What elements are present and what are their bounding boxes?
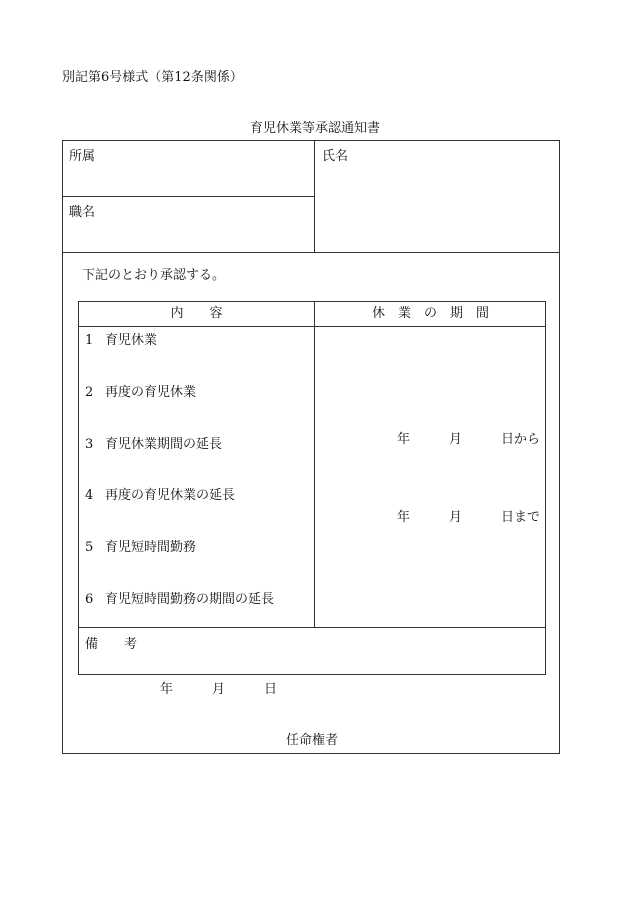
affiliation-label: 所属 <box>69 149 96 164</box>
column-header-period: 休 業 の 期 間 <box>371 306 489 321</box>
approval-statement: 下記のとおり承認する。 <box>82 268 226 283</box>
table-header-line <box>78 326 546 327</box>
period-to-year: 年 <box>397 510 411 525</box>
item-number: 3 <box>85 437 94 452</box>
name-label: 氏名 <box>322 149 349 164</box>
date-month: 月 <box>212 682 226 697</box>
appointing-authority: 任命権者 <box>286 733 339 748</box>
remarks-top-line <box>78 627 546 628</box>
period-from-month: 月 <box>449 432 463 447</box>
column-header-content: 内 容 <box>170 306 223 321</box>
item-number: 5 <box>85 540 94 555</box>
table-column-divider <box>314 301 315 628</box>
page-title: 育児休業等承認通知書 <box>249 121 380 136</box>
period-from-year: 年 <box>397 432 411 447</box>
item-number: 2 <box>85 385 94 400</box>
item-text: 育児休業期間の延長 <box>105 437 223 452</box>
period-to-month: 月 <box>449 510 463 525</box>
item-text: 育児休業 <box>105 333 158 348</box>
date-day: 日 <box>264 682 278 697</box>
period-to-day: 日まで <box>501 510 541 525</box>
date-year: 年 <box>160 682 174 697</box>
item-number: 4 <box>85 488 94 503</box>
period-from-day: 日から <box>501 432 541 447</box>
item-text: 育児短時間勤務の期間の延長 <box>105 592 275 607</box>
remarks-label: 備 考 <box>85 637 138 652</box>
affiliation-position-divider <box>62 196 315 197</box>
item-number: 6 <box>85 592 94 607</box>
form-code: 別記第6号様式（第12条関係） <box>62 70 243 85</box>
item-text: 育児短時間勤務 <box>105 540 197 555</box>
position-label: 職名 <box>69 205 96 220</box>
item-text: 再度の育児休業の延長 <box>105 488 236 503</box>
item-text: 再度の育児休業 <box>105 385 197 400</box>
item-number: 1 <box>85 333 94 348</box>
header-bottom-line <box>62 252 560 253</box>
